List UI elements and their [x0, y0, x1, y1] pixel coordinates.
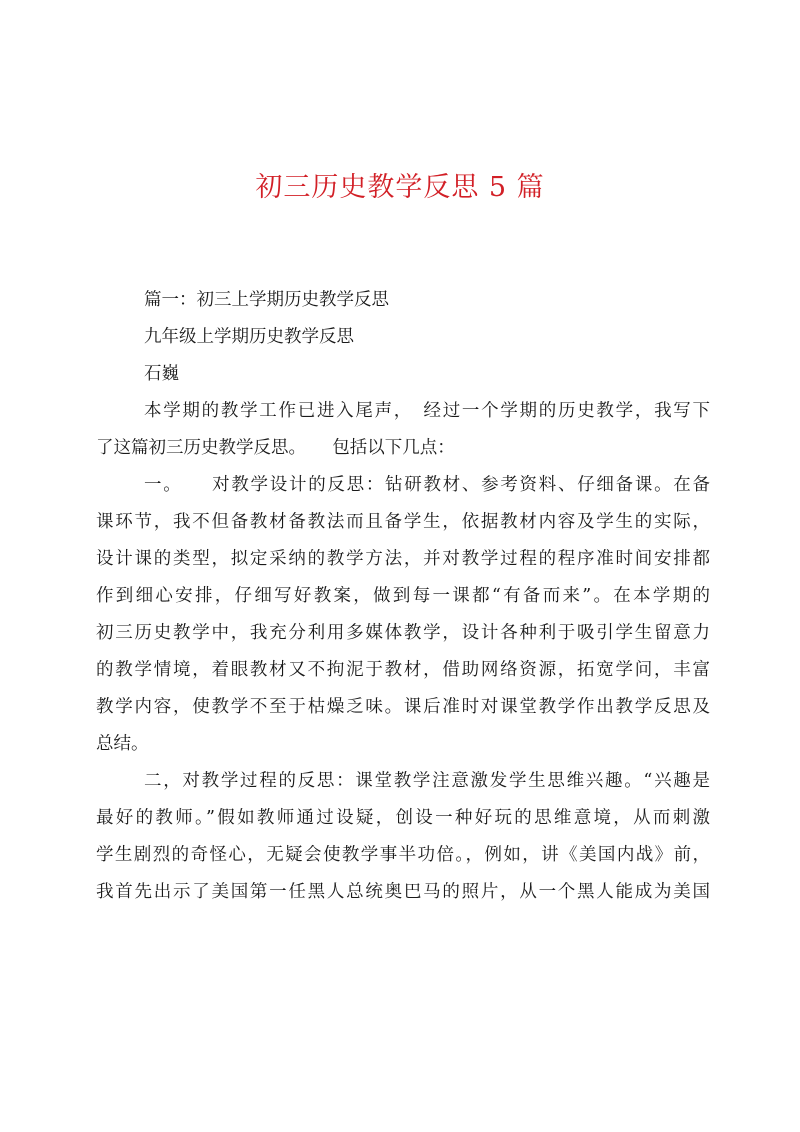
document-title: 初三历史教学反思 5 篇: [255, 172, 545, 203]
text-line: 九年级上学期历史教学反思: [144, 327, 354, 347]
text-line: 作到细心安排，仔细写好教案，做到每一课都“有备而来”。在本学期的: [96, 586, 710, 606]
text-line: 本学期的教学工作已进入尾声， 经过一个学期的历史教学，我写下: [144, 401, 710, 421]
text-line: 了这篇初三历史教学反思。 包括以下几点：: [96, 438, 455, 458]
text-line: 我首先出示了美国第一任黑人总统奥巴马的照片，从一个黑人能成为美国: [96, 882, 710, 902]
text-line: 初三历史教学中，我充分利用多媒体教学，设计各种利于吸引学生留意力: [96, 623, 710, 643]
text-line: 二，对教学过程的反思：课堂教学注意激发学生思维兴趣。“兴趣是: [144, 771, 710, 791]
document-body: [96, 282, 710, 911]
text-line: 学生剧烈的奇怪心，无疑会使教学事半功倍。，例如，讲《美国内战》前，: [96, 845, 710, 865]
text-line: 一。 对教学设计的反思：钻研教材、参考资料、仔细备课。在备: [144, 475, 710, 495]
text-line: 最好的教师。”假如教师通过设疑，创设一种好玩的思维意境，从而刺激: [96, 808, 710, 828]
text-line: 教学内容，使教学不至于枯燥乏味。课后准时对课堂教学作出教学反思及: [96, 697, 710, 717]
text-line: 设计课的类型，拟定采纳的教学方法，并对教学过程的程序准时间安排都: [96, 549, 710, 569]
text-line: 课环节，我不但备教材备教法而且备学生，依据教材内容及学生的实际，: [96, 512, 710, 532]
text-line: 总结。: [96, 734, 149, 754]
text-line: 石巍: [144, 364, 179, 384]
text-line: 篇一：初三上学期历史教学反思: [144, 290, 389, 310]
text-line: 的教学情境，着眼教材又不拘泥于教材，借助网络资源，拓宽学问，丰富: [96, 660, 710, 680]
